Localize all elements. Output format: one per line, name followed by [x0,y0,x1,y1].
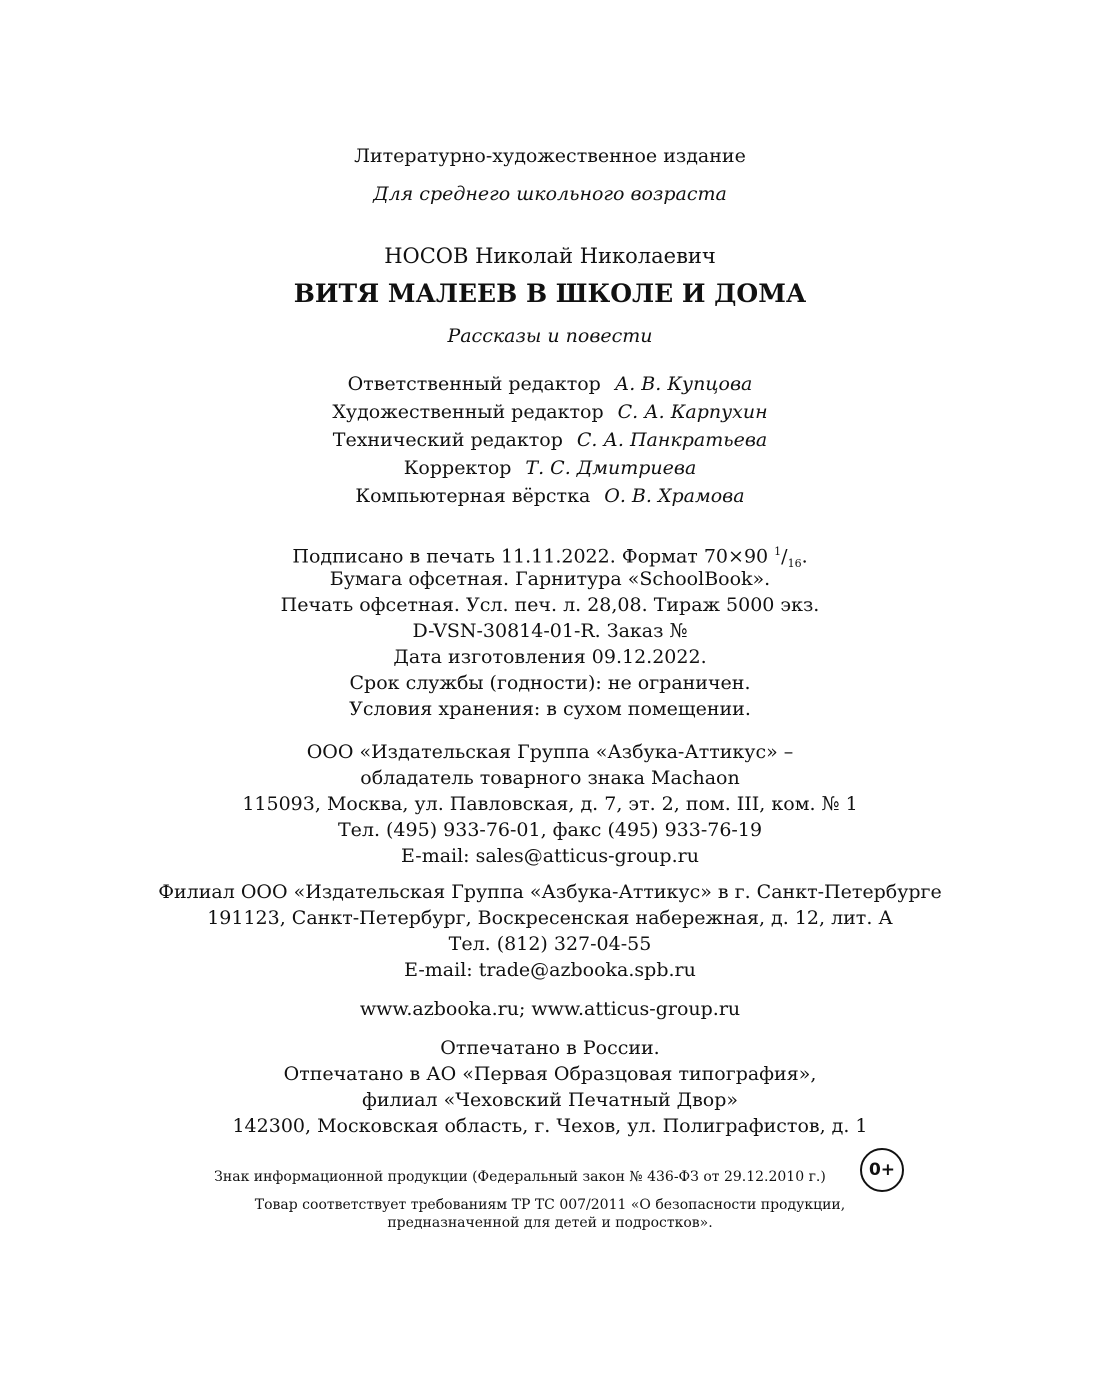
branch-email: E-mail: trade@azbooka.spb.ru [404,959,696,981]
print-info-print: Печать офсетная. Усл. печ. л. 28,08. Тираж 5000 экз. [280,594,820,616]
genre: Рассказы и повести [447,325,653,347]
credit-role: Художественный редактор [332,401,604,423]
credit-name: С. А. Карпухин [617,401,768,423]
credit-name: О. В. Храмова [604,485,745,507]
websites: www.azbooka.ru; www.atticus-group.ru [359,998,741,1020]
print-info-paper: Бумага офсетная. Гарнитура «SchoolBook». [329,568,771,590]
author: НОСОВ Николай Николаевич [384,244,716,268]
printer-name: Отпечатано в АО «Первая Образцовая типография», [283,1063,817,1085]
audience: Для среднего школьного возраста [373,183,727,205]
publisher-phone: Тел. (495) 933-76-01, факс (495) 933-76-19 [337,819,763,841]
compliance-line-2: предназначенной для детей и подростков». [387,1215,713,1231]
print-info-date: Дата изготовления 09.12.2022. [393,646,707,668]
branch-name: Филиал ООО «Издательская Группа «Азбука-Аттикус» в г. Санкт-Петербурге [158,881,942,903]
branch-phone: Тел. (812) 327-04-55 [448,933,652,955]
compliance-line-1: Товар соответствует требованиям ТР ТС 007/2011 «О безопасности продукции, [254,1197,846,1213]
format-fraction-numerator: 1 [774,545,782,558]
print-info-format: Подписано в печать 11.11.2022. Формат 70×90 $^1/_{16}$. [292,545,808,571]
credit-row [0,484,1100,508]
credit-row [0,456,1100,480]
printed-in: Отпечатано в России. [440,1037,660,1059]
credit-role: Технический редактор [332,429,563,451]
print-info-storage: Условия хранения: в сухом помещении. [349,698,751,720]
credit-role: Ответственный редактор [347,373,601,395]
branch-address: 191123, Санкт-Петербург, Воскресенская набережная, д. 12, лит. А [207,907,893,929]
info-sign-text: Знак информационной продукции (Федеральный закон № 436-ФЗ от 29.12.2010 г.) [214,1169,826,1185]
credit-name: А. В. Купцова [614,373,753,395]
publisher-trademark: обладатель товарного знака Machaon [360,767,740,789]
edition-type: Литературно-художественное издание [354,145,746,167]
credit-row [0,400,1100,424]
printer-address: 142300, Московская область, г. Чехов, ул. Полиграфистов, д. 1 [232,1115,868,1137]
printer-branch: филиал «Чеховский Печатный Двор» [361,1089,739,1111]
publisher-address: 115093, Москва, ул. Павловская, д. 7, эт. 2, пом. III, ком. № 1 [242,793,858,815]
print-info-order: D-VSN-30814-01-R. Заказ № [412,620,688,642]
book-title: ВИТЯ МАЛЕЕВ В ШКОЛЕ И ДОМА [293,279,807,308]
publisher-email: E-mail: sales@atticus-group.ru [401,845,699,867]
print-info-shelf-life: Срок службы (годности): не ограничен. [349,672,751,694]
credit-name: С. А. Панкратьева [576,429,768,451]
print-info-format-text: Подписано в печать 11.11.2022. Формат 70×90 [292,545,769,568]
credit-row [0,428,1100,452]
credit-name: Т. С. Дмитриева [525,457,697,479]
credit-role: Компьютерная вёрстка [355,485,591,507]
age-rating-badge: 0+ [860,1148,904,1192]
credit-role: Корректор [403,457,512,479]
publisher-name: ООО «Издательская Группа «Азбука-Аттикус» – [306,741,794,763]
credit-row [0,372,1100,396]
format-fraction-denominator: 16 [787,557,802,571]
